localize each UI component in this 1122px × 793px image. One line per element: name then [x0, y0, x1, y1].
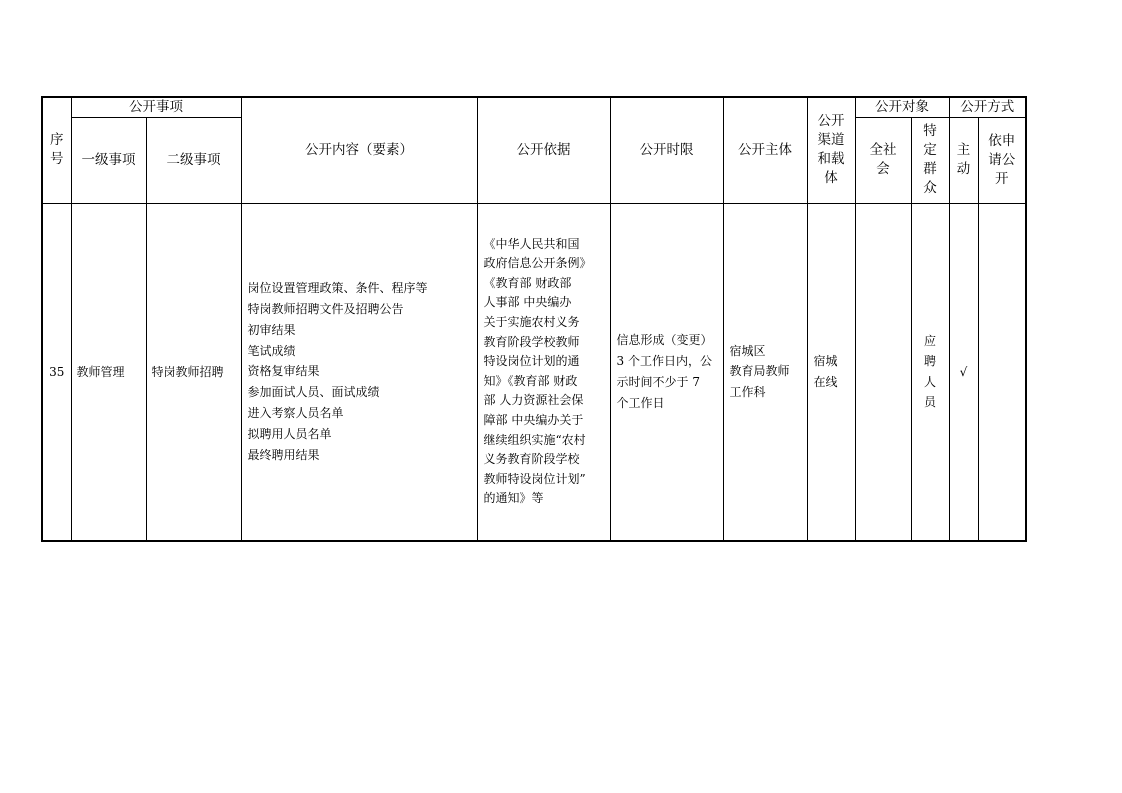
channel-header-text: 公开渠道和载体	[817, 113, 845, 187]
channel-cell	[807, 203, 855, 541]
seq-header	[42, 97, 71, 203]
active-header-text: 主动	[956, 142, 971, 177]
basis-line: 人事部 中央编办	[483, 295, 572, 310]
specific-group-header-text: 特定群众	[923, 123, 937, 196]
whole-society-cell	[855, 203, 911, 541]
content-line: 进入考察人员名单	[247, 405, 344, 420]
basis-line: 特设岗位计划的通	[483, 354, 580, 369]
time-limit-header: 公开时限	[610, 97, 723, 203]
on-request-header-text: 依申请公开	[988, 132, 1016, 187]
content-line: 笔试成绩	[247, 343, 296, 358]
active-cell: √	[949, 203, 978, 541]
subject-header: 公开主体	[723, 97, 807, 203]
subject-line: 工作科	[729, 385, 766, 400]
basis-header: 公开依据	[477, 97, 610, 203]
basis-line: 知》《教育部 财政	[483, 373, 578, 388]
whole-society-header	[855, 117, 911, 203]
subject-line: 宿城区	[729, 343, 766, 358]
on-request-header	[978, 117, 1026, 203]
content-header: 公开内容（要素）	[241, 97, 477, 203]
basis-line: 教育阶段学校教师	[483, 334, 580, 349]
content-line: 参加面试人员、面试成绩	[247, 385, 380, 400]
basis-line: 关于实施农村义务	[483, 314, 580, 329]
subject-cell	[723, 203, 807, 541]
level1-cell: 教师管理	[71, 203, 146, 541]
basis-line: 《教育部 财政部	[483, 275, 572, 290]
channel-line: 在线	[813, 374, 838, 389]
basis-line: 部 人力资源社会保	[483, 393, 584, 408]
specific-group-cell	[911, 203, 949, 541]
level1-header: 一级事项	[71, 117, 146, 203]
level2-header: 二级事项	[146, 117, 241, 203]
data-row	[42, 203, 1026, 541]
content-line: 拟聘用人员名单	[247, 426, 332, 441]
time-limit-line: 示时间不少于 7	[616, 374, 700, 389]
channel-header	[807, 97, 855, 203]
public-method-group-header: 公开方式	[949, 97, 1026, 117]
whole-society-header-text: 全社会	[869, 142, 897, 177]
content-line: 岗位设置管理政策、条件、程序等	[247, 281, 428, 296]
content-cell	[241, 203, 477, 541]
basis-line: 继续组织实施“农村	[483, 432, 586, 447]
basis-line: 政府信息公开条例》	[483, 256, 592, 271]
time-limit-line: 信息形成（变更）	[616, 333, 713, 348]
specific-group-header	[911, 117, 949, 203]
subject-line: 教育局教师	[729, 364, 790, 379]
basis-cell	[477, 203, 610, 541]
time-limit-cell	[610, 203, 723, 541]
basis-line: 《中华人民共和国	[483, 236, 580, 251]
basis-line: 义务教育阶段学校	[483, 452, 580, 467]
level2-cell: 特岗教师招聘	[146, 203, 241, 541]
header-row-1	[42, 97, 1026, 117]
content-line: 特岗教师招聘文件及招聘公告	[247, 301, 404, 316]
active-header	[949, 117, 978, 203]
public-items-group-header: 公开事项	[71, 97, 241, 117]
seq-header-text: 序号	[50, 132, 64, 168]
basis-line: 障部 中央编办关于	[483, 412, 584, 427]
time-limit-line: 3 个工作日内，公	[616, 353, 712, 368]
channel-line: 宿城	[813, 353, 838, 368]
content-line: 最终聘用结果	[247, 447, 320, 462]
specific-group-cell-text: 应聘人员	[923, 333, 936, 410]
on-request-cell	[978, 203, 1026, 541]
seq-cell: 35	[42, 203, 71, 541]
disclosure-table	[41, 96, 1027, 542]
basis-line: 的通知》等	[483, 491, 544, 506]
content-line: 初审结果	[247, 322, 296, 337]
time-limit-line: 个工作日	[616, 395, 665, 410]
content-line: 资格复审结果	[247, 364, 320, 379]
basis-line: 教师特设岗位计划”	[483, 471, 586, 486]
public-target-group-header: 公开对象	[855, 97, 949, 117]
